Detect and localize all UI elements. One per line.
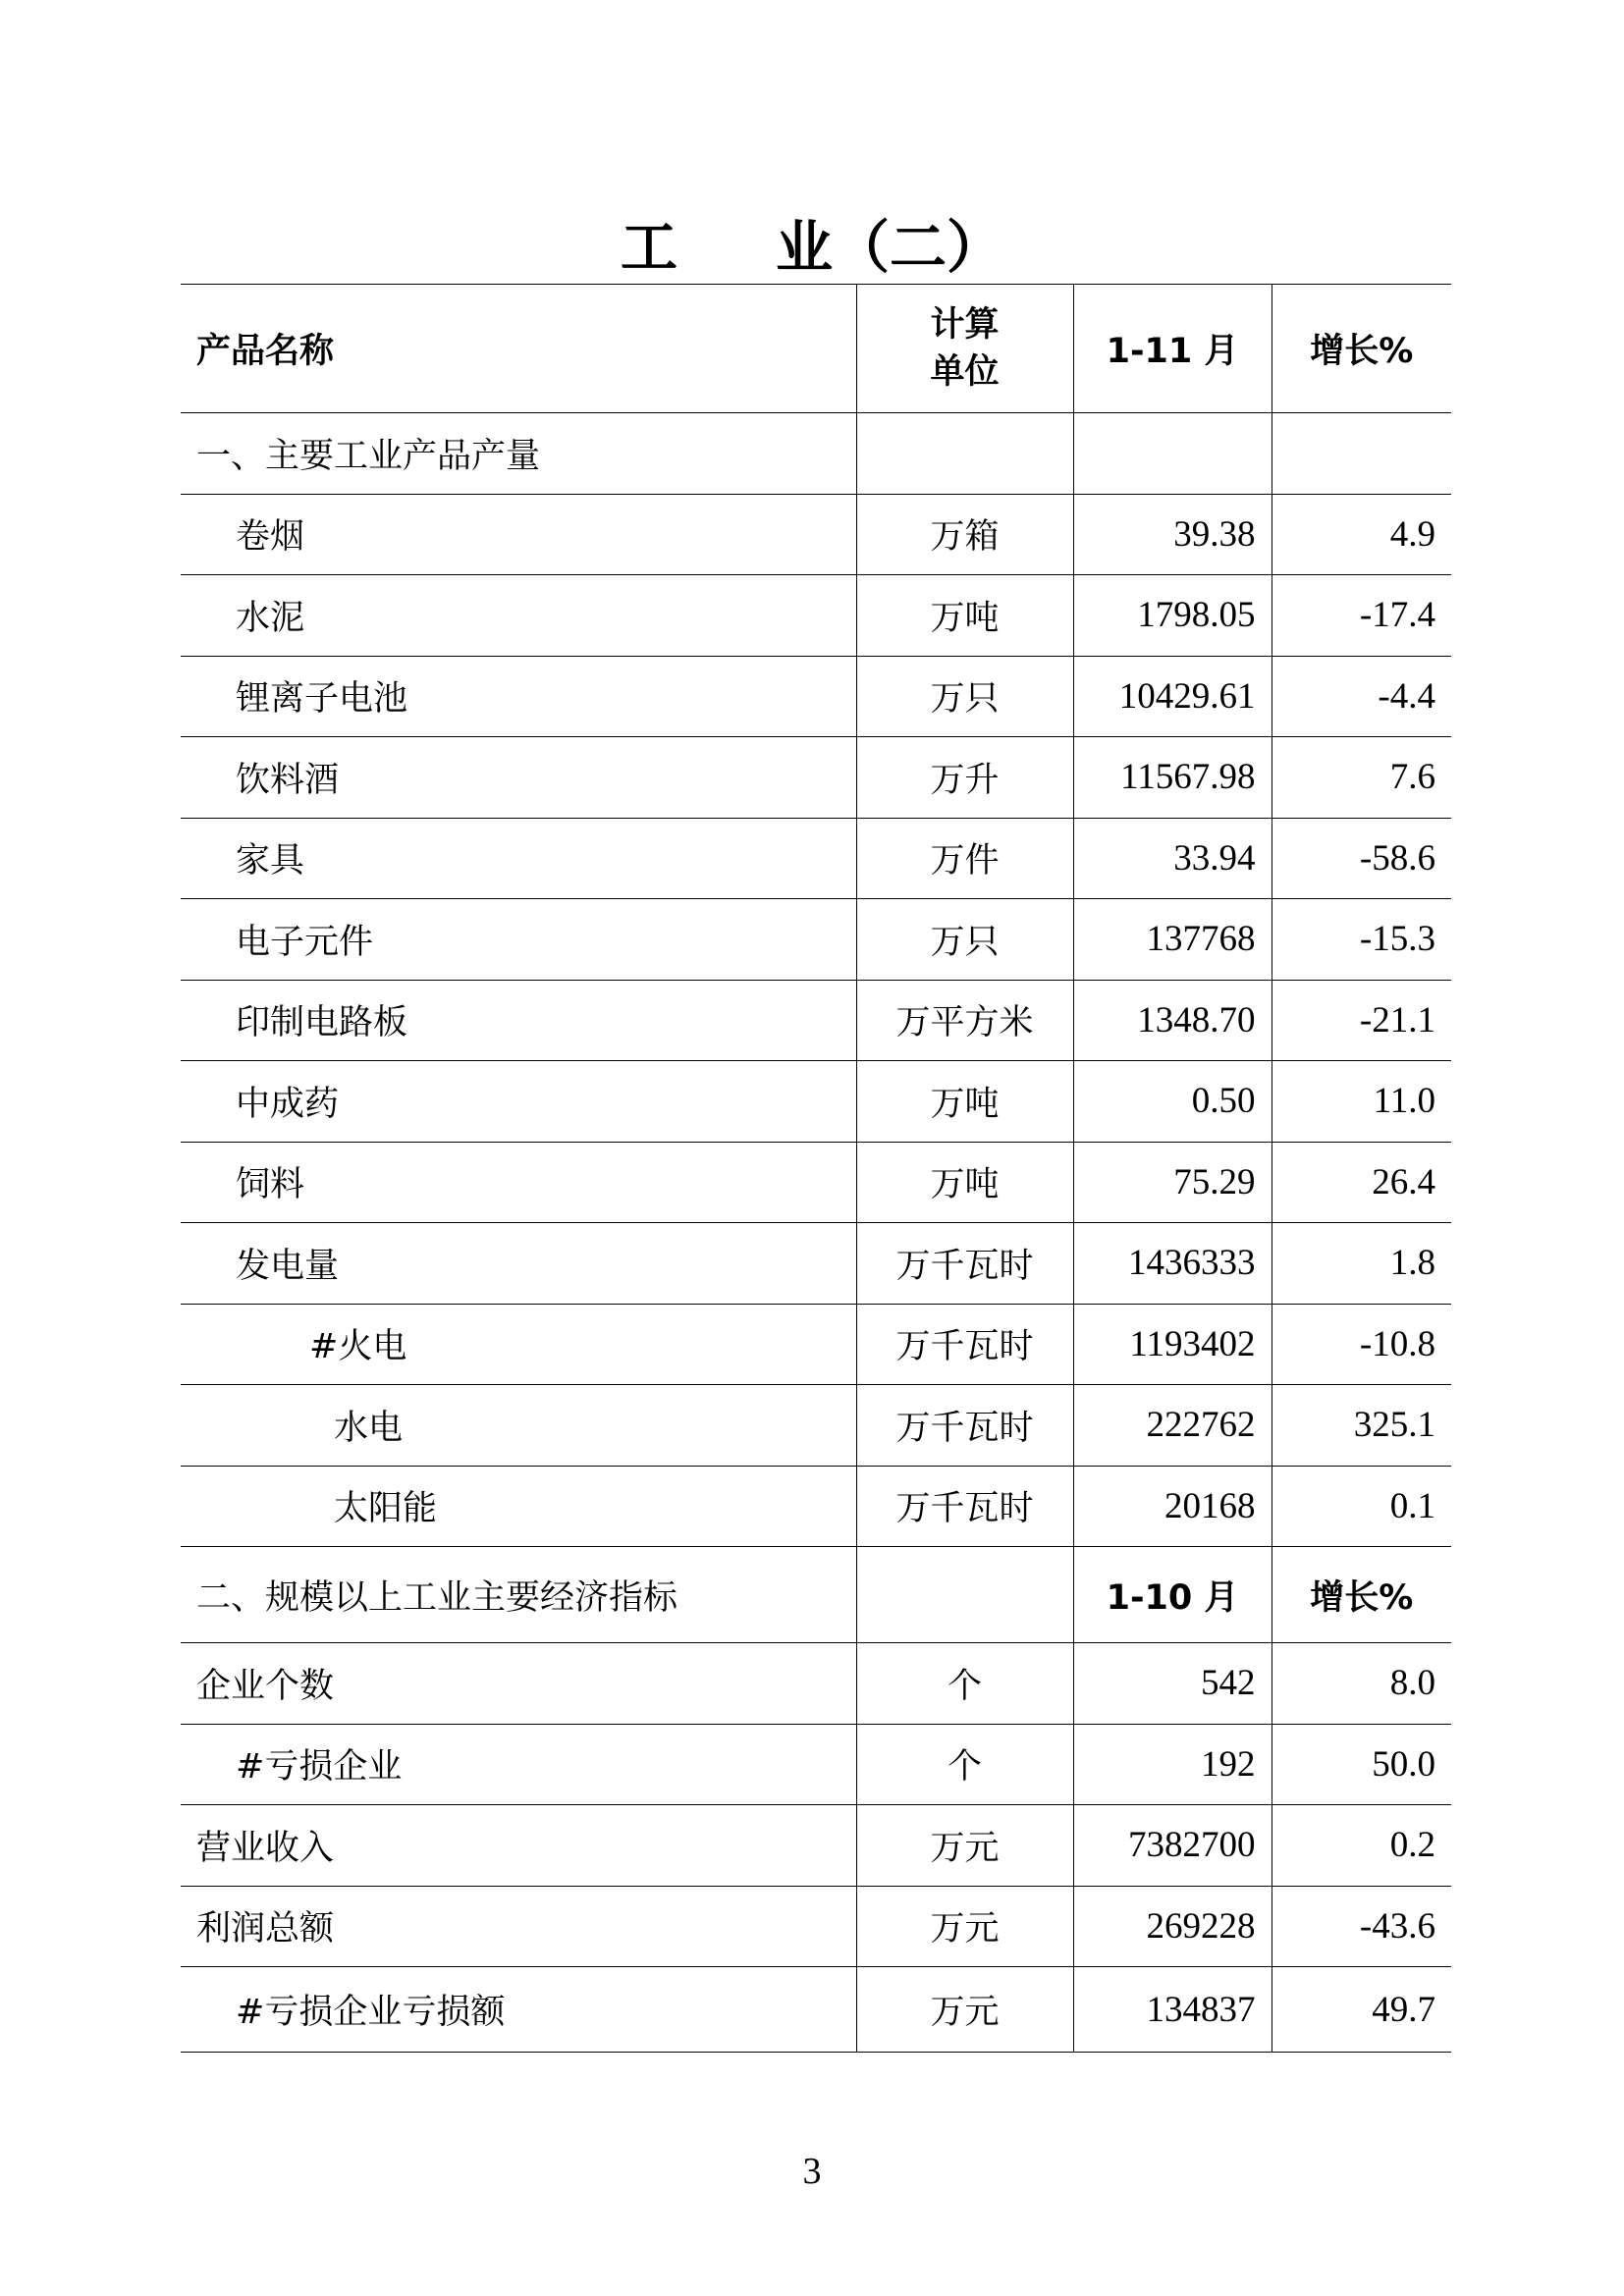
row-name: 太阳能 xyxy=(181,1466,856,1547)
row-unit: 万只 xyxy=(856,656,1073,737)
row-value: 0.50 xyxy=(1073,1061,1272,1143)
row-name: 饮料酒 xyxy=(181,737,856,819)
row-name: 电子元件 xyxy=(181,899,856,981)
row-growth: -17.4 xyxy=(1272,575,1451,657)
page-number: 3 xyxy=(802,2151,822,2192)
industry-table xyxy=(181,284,1451,2053)
row-value: 1436333 xyxy=(1073,1223,1272,1305)
row-name: 卷烟 xyxy=(181,494,856,575)
row-value: 192 xyxy=(1073,1724,1272,1805)
row-value: 1798.05 xyxy=(1073,575,1272,657)
row-name: #火电 xyxy=(181,1304,856,1385)
row-name: 发电量 xyxy=(181,1223,856,1305)
table-row xyxy=(181,737,1451,819)
row-name: 企业个数 xyxy=(181,1643,856,1725)
table-row xyxy=(181,1886,1451,1967)
row-name: 饲料 xyxy=(181,1142,856,1223)
row-value: 7382700 xyxy=(1073,1805,1272,1887)
table-row xyxy=(181,575,1451,657)
row-growth: -10.8 xyxy=(1272,1304,1451,1385)
row-growth: -43.6 xyxy=(1272,1886,1451,1967)
table-row xyxy=(181,1142,1451,1223)
row-value: 10429.61 xyxy=(1073,656,1272,737)
row-name: 家具 xyxy=(181,818,856,899)
row-value: 33.94 xyxy=(1073,818,1272,899)
row-name: 水泥 xyxy=(181,575,856,657)
table-row xyxy=(181,1385,1451,1467)
row-growth: 26.4 xyxy=(1272,1142,1451,1223)
section2-period: 1-10 月 xyxy=(1073,1547,1272,1643)
table-row xyxy=(181,818,1451,899)
table-row xyxy=(181,1223,1451,1305)
row-name: 营业收入 xyxy=(181,1805,856,1887)
section2-label: 二、规模以上工业主要经济指标 xyxy=(181,1547,856,1643)
row-name: 印制电路板 xyxy=(181,980,856,1061)
header-growth: 增长% xyxy=(1272,285,1451,413)
header-period: 1-11 月 xyxy=(1073,285,1272,413)
table-row xyxy=(181,980,1451,1061)
row-unit: 万千瓦时 xyxy=(856,1223,1073,1305)
row-unit: 万件 xyxy=(856,818,1073,899)
row-unit: 万千瓦时 xyxy=(856,1466,1073,1547)
row-unit: 万元 xyxy=(856,1886,1073,1967)
row-growth: -15.3 xyxy=(1272,899,1451,981)
header-unit-line1: 计算 xyxy=(930,305,1000,345)
section1-label: 一、主要工业产品产量 xyxy=(181,413,856,495)
row-name: #亏损企业亏损额 xyxy=(181,1967,856,2053)
table-row xyxy=(181,1724,1451,1805)
page-title xyxy=(0,201,1624,284)
row-unit: 万元 xyxy=(856,1805,1073,1887)
row-unit: 万吨 xyxy=(856,575,1073,657)
row-unit: 万吨 xyxy=(856,1142,1073,1223)
row-unit: 万千瓦时 xyxy=(856,1385,1073,1467)
row-name: 利润总额 xyxy=(181,1886,856,1967)
title-part-1: 工 xyxy=(620,214,677,281)
row-unit: 万元 xyxy=(856,1967,1073,2053)
row-growth: 49.7 xyxy=(1272,1967,1451,2053)
table-row xyxy=(181,494,1451,575)
header-unit xyxy=(856,285,1073,413)
header-row xyxy=(181,285,1451,413)
row-unit: 万箱 xyxy=(856,494,1073,575)
row-value: 20168 xyxy=(1073,1466,1272,1547)
row-value: 75.29 xyxy=(1073,1142,1272,1223)
table-row xyxy=(181,1967,1451,2053)
table-row xyxy=(181,1466,1451,1547)
section2-row xyxy=(181,1547,1451,1643)
row-growth: 0.1 xyxy=(1272,1466,1451,1547)
table-row xyxy=(181,1061,1451,1143)
row-unit: 万升 xyxy=(856,737,1073,819)
row-unit: 个 xyxy=(856,1643,1073,1725)
row-value: 39.38 xyxy=(1073,494,1272,575)
row-growth: 0.2 xyxy=(1272,1805,1451,1887)
section2-growth: 增长% xyxy=(1272,1547,1451,1643)
table-row xyxy=(181,1805,1451,1887)
row-growth: 50.0 xyxy=(1272,1724,1451,1805)
row-growth: 325.1 xyxy=(1272,1385,1451,1467)
row-value: 134837 xyxy=(1073,1967,1272,2053)
row-value: 137768 xyxy=(1073,899,1272,981)
row-name: 中成药 xyxy=(181,1061,856,1143)
row-value: 269228 xyxy=(1073,1886,1272,1967)
row-unit: 个 xyxy=(856,1724,1073,1805)
table-row xyxy=(181,899,1451,981)
row-name: 水电 xyxy=(181,1385,856,1467)
row-growth: -58.6 xyxy=(1272,818,1451,899)
section1-row xyxy=(181,413,1451,495)
row-value: 542 xyxy=(1073,1643,1272,1725)
row-growth: 1.8 xyxy=(1272,1223,1451,1305)
row-value: 222762 xyxy=(1073,1385,1272,1467)
row-name: 锂离子电池 xyxy=(181,656,856,737)
table-row xyxy=(181,1643,1451,1725)
row-value: 1193402 xyxy=(1073,1304,1272,1385)
title-part-2: 业（二） xyxy=(776,214,1004,281)
row-unit: 万千瓦时 xyxy=(856,1304,1073,1385)
row-unit: 万平方米 xyxy=(856,980,1073,1061)
row-growth: 7.6 xyxy=(1272,737,1451,819)
row-growth: -21.1 xyxy=(1272,980,1451,1061)
row-value: 1348.70 xyxy=(1073,980,1272,1061)
row-unit: 万吨 xyxy=(856,1061,1073,1143)
row-growth: 4.9 xyxy=(1272,494,1451,575)
header-product-name: 产品名称 xyxy=(181,285,856,413)
row-growth: 11.0 xyxy=(1272,1061,1451,1143)
row-unit: 万只 xyxy=(856,899,1073,981)
row-growth: -4.4 xyxy=(1272,656,1451,737)
table-row xyxy=(181,656,1451,737)
row-growth: 8.0 xyxy=(1272,1643,1451,1725)
row-name: #亏损企业 xyxy=(181,1724,856,1805)
table-row xyxy=(181,1304,1451,1385)
header-unit-line2: 单位 xyxy=(930,352,1000,392)
row-value: 11567.98 xyxy=(1073,737,1272,819)
